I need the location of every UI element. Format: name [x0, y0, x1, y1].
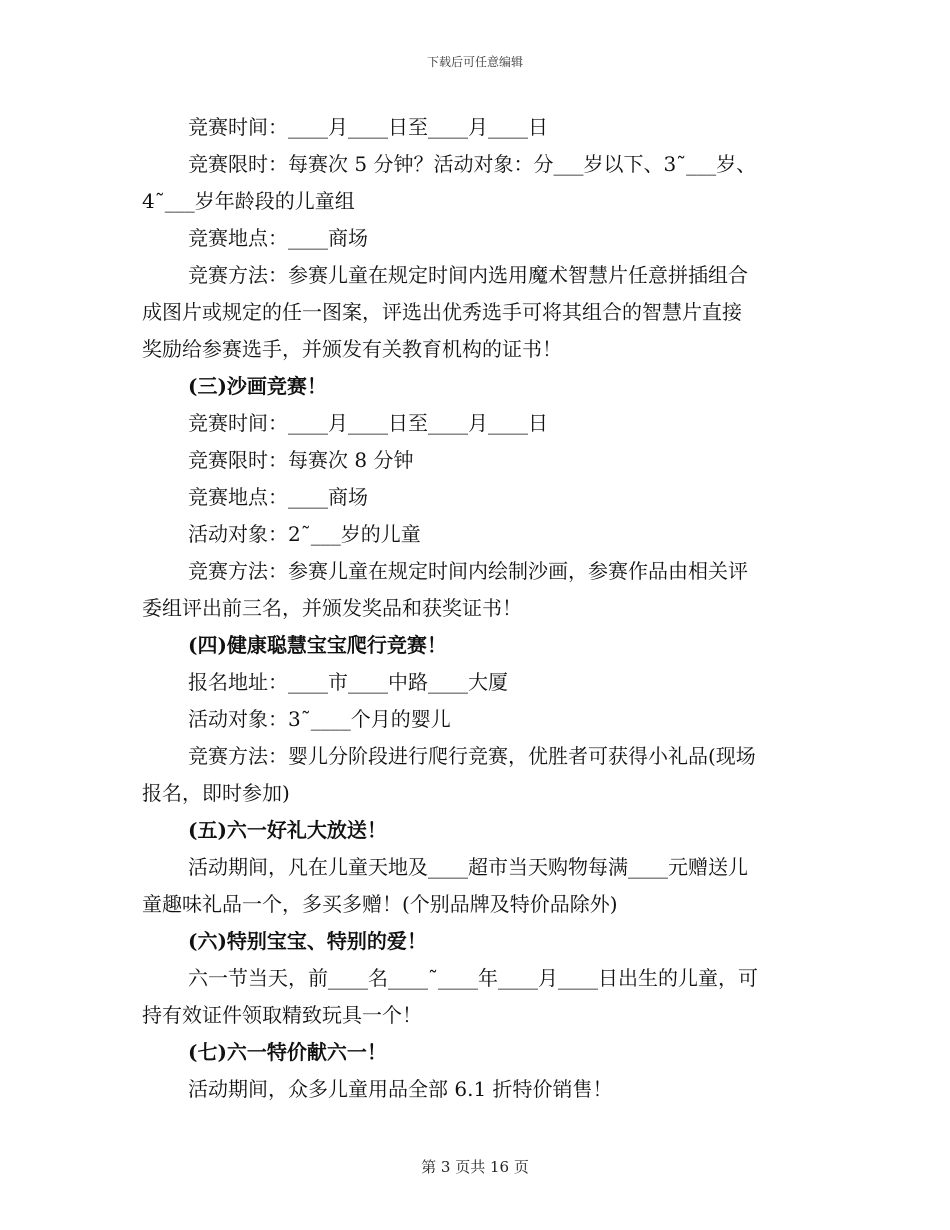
text-line: 六一节当天，前____名____˜____年____月____日出生的儿童，可: [188, 966, 758, 990]
text-line: 竞赛地点：____商场: [188, 485, 368, 509]
text-line: 活动期间，众多儿童用品全部 6.1 折特价销售！: [188, 1077, 613, 1101]
text-line: 竞赛地点：____商场: [188, 226, 368, 250]
text-line: 竞赛方法：婴儿分阶段进行爬行竞赛，优胜者可获得小礼品(现场: [188, 744, 756, 768]
document-body: [142, 109, 807, 1108]
text-line: 竞赛方法：参赛儿童在规定时间内选用魔术智慧片任意拼插组合: [188, 263, 748, 287]
text-line: 报名，即时参加): [142, 781, 290, 805]
text-line: 活动期间，凡在儿童天地及____超市当天购物每满____元赠送儿: [188, 855, 748, 879]
text-line: 竞赛时间：____月____日至____月____日: [188, 115, 548, 139]
section-heading: (三)沙画竞赛！: [188, 374, 327, 398]
text-line: 4˜___岁年龄段的儿童组: [142, 189, 355, 213]
section-heading: (五)六一好礼大放送！: [188, 818, 387, 842]
section-heading: (四)健康聪慧宝宝爬行竞赛！: [188, 633, 447, 657]
page-footer: 第 3 页共 16 页: [421, 1158, 529, 1176]
text-line: 竞赛限时：每赛次 8 分钟: [188, 448, 414, 472]
text-line: 活动对象：2˜___岁的儿童: [188, 522, 421, 546]
text-line: 持有效证件领取精致玩具一个！: [142, 1003, 422, 1027]
text-line: 活动对象：3˜____个月的婴儿: [188, 707, 451, 731]
text-line: 报名地址：____市____中路____大厦: [188, 670, 508, 694]
section-heading: (七)六一特价献六一！: [188, 1040, 387, 1064]
page-header: 下载后可任意编辑: [426, 55, 523, 69]
text-line: 成图片或规定的任一图案，评选出优秀选手可将其组合的智慧片直接: [142, 300, 742, 324]
section-heading: (六)特别宝宝、特别的爱！: [188, 929, 427, 953]
text-line: 竞赛限时：每赛次 5 分钟？活动对象：分___岁以下、3˜___岁、: [188, 152, 757, 176]
text-line: 奖励给参赛选手，并颁发有关教育机构的证书！: [142, 337, 562, 361]
text-line: 竞赛时间：____月____日至____月____日: [188, 411, 548, 435]
text-line: 竞赛方法：参赛儿童在规定时间内绘制沙画，参赛作品由相关评: [188, 559, 748, 583]
text-line: 委组评出前三名，并颁发奖品和获奖证书！: [142, 596, 522, 620]
text-line: 童趣味礼品一个，多买多赠！(个别品牌及特价品除外): [142, 892, 618, 916]
